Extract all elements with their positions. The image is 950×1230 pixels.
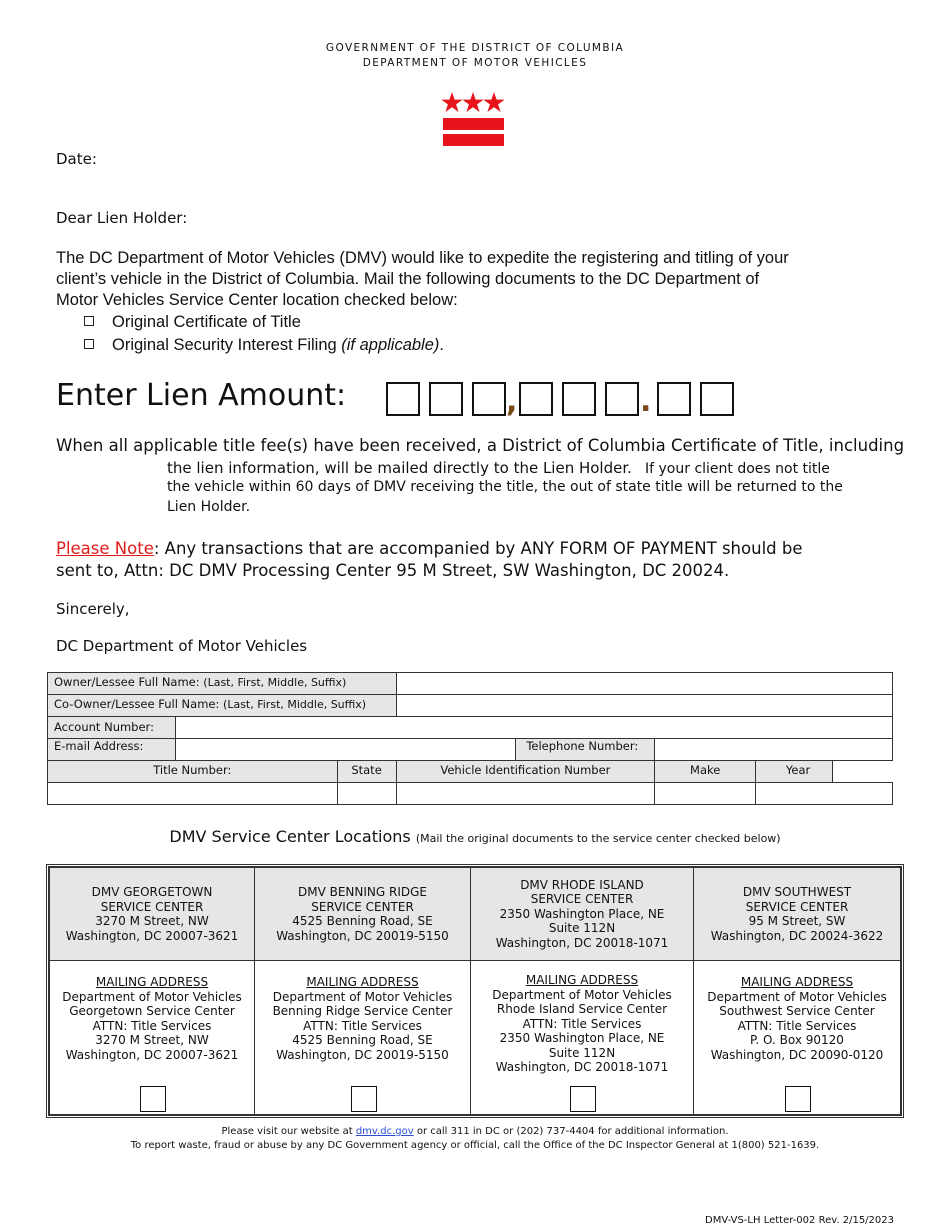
salutation: Dear Lien Holder: — [56, 209, 188, 227]
mailing-georgetown: MAILING ADDRESS Department of Motor Vehicles Georgetown Service Center ATTN: Title Services 3270 M Street, NW Washington, DC 20007-3621 — [50, 961, 255, 1115]
footer-fraud-line: To report waste, fraud or abuse by any DC Government agency or official, call the Office of the DC Inspector General at 1(800) 521-1639. — [130, 1140, 820, 1151]
lien-digit-box[interactable] — [472, 382, 506, 416]
coowner-name-field[interactable] — [396, 695, 892, 717]
mailing-southwest: MAILING ADDRESS Department of Motor Vehicles Southwest Service Center ATTN: Title Services P. O. Box 90120 Washington, DC 20090-0120 — [694, 961, 901, 1115]
title-number-header: Title Number: — [48, 761, 338, 783]
account-number-field[interactable] — [175, 717, 892, 739]
telephone-field[interactable] — [655, 739, 893, 761]
intro-line-1: The DC Department of Motor Vehicles (DMV) would like to expedite the registering and titling of your — [56, 249, 789, 267]
checkbox-bullet[interactable] — [84, 316, 94, 326]
intro-paragraph — [56, 248, 906, 311]
owner-name-field[interactable] — [396, 673, 892, 695]
dc-flag-logo — [441, 92, 505, 148]
select-southwest-checkbox[interactable] — [785, 1086, 811, 1112]
lien-digit-box[interactable] — [519, 382, 553, 416]
checklist-item: Original Certificate of Title — [84, 312, 444, 333]
service-center-table — [46, 864, 904, 1118]
center-georgetown: DMV GEORGETOWN SERVICE CENTER 3270 M Street, NW Washington, DC 20007-3621 — [50, 868, 255, 961]
checklist-item: Original Security Interest Filing (if applicable). — [84, 335, 444, 356]
mailing-rhode-island: MAILING ADDRESS Department of Motor Vehicles Rhode Island Service Center ATTN: Title Services 2350 Washington Place, NE Suite 112N Washington, DC 20018-1071 — [471, 961, 694, 1115]
lien-digit-box[interactable] — [657, 382, 691, 416]
form-revision: DMV-VS-LH Letter-002 Rev. 2/15/2023 — [705, 1215, 894, 1226]
title-paragraph-line-1: When all applicable title fee(s) have been received, a District of Columbia Certificate of Title, including — [56, 436, 905, 455]
center-benning-ridge: DMV BENNING RIDGE SERVICE CENTER 4525 Benning Road, SE Washington, DC 20019-5150 — [255, 868, 471, 961]
center-rhode-island: DMV RHODE ISLAND SERVICE CENTER 2350 Washington Place, NE Suite 112N Washington, DC 20018-1071 — [471, 868, 694, 961]
center-southwest: DMV SOUTHWEST SERVICE CENTER 95 M Street, SW Washington, DC 20024-3622 — [694, 868, 901, 961]
year-header: Year — [756, 761, 833, 783]
lien-comma: , — [506, 384, 518, 419]
flag-bar-top — [443, 118, 504, 130]
lien-digit-box[interactable] — [700, 382, 734, 416]
state-header: State — [337, 761, 396, 783]
year-field[interactable] — [756, 783, 893, 805]
intro-line-2: client’s vehicle in the District of Columbia. Mail the following documents to the DC Department of — [56, 270, 760, 288]
date-label: Date: — [56, 150, 97, 168]
lien-digit-box[interactable] — [605, 382, 639, 416]
footer-website-line: Please visit our website at dmv.dc.gov or call 311 in DC or (202) 737-4404 for additional information. — [221, 1126, 729, 1137]
checkbox-bullet[interactable] — [84, 339, 94, 349]
closing: Sincerely, — [56, 600, 130, 618]
dmv-website-link[interactable]: dmv.dc.gov — [355, 1126, 414, 1137]
please-note-label: Please Note — [56, 539, 154, 558]
lien-digit-box[interactable] — [386, 382, 420, 416]
telephone-label: Telephone Number: — [516, 739, 655, 761]
select-georgetown-checkbox[interactable] — [140, 1086, 166, 1112]
agency-line-2: DEPARTMENT OF MOTOR VEHICLES — [362, 57, 588, 69]
make-header: Make — [655, 761, 756, 783]
title-number-field[interactable] — [48, 783, 338, 805]
select-benning-ridge-checkbox[interactable] — [351, 1086, 377, 1112]
payment-note-line-2: sent to, Attn: DC DMV Processing Center 95 M Street, SW Washington, DC 20024. — [56, 561, 730, 580]
agency-line-1: GOVERNMENT OF THE DISTRICT OF COLUMBIA — [325, 42, 625, 54]
flag-bar-bottom — [443, 134, 504, 146]
lien-digit-box[interactable] — [429, 382, 463, 416]
vin-field[interactable] — [396, 783, 655, 805]
make-field[interactable] — [655, 783, 756, 805]
email-label: E-mail Address: — [48, 739, 176, 761]
document-checklist — [84, 312, 444, 356]
title-paragraph-line-3: the vehicle within 60 days of DMV receiving the title, the out of state title will be returned to the — [167, 479, 843, 495]
payment-note-line-1: Please Note: Any transactions that are accompanied by ANY FORM OF PAYMENT should be — [56, 539, 803, 558]
lien-decimal-point: . — [640, 384, 652, 419]
title-paragraph-line-4: Lien Holder. — [167, 499, 251, 515]
select-rhode-island-checkbox[interactable] — [570, 1086, 596, 1112]
title-paragraph-line-2: the lien information, will be mailed directly to the Lien Holder. If your client does not title — [167, 459, 830, 477]
owner-name-label: Owner/Lessee Full Name: (Last, First, Middle, Suffix) — [48, 673, 397, 695]
locations-heading: DMV Service Center Locations (Mail the original documents to the service center checked below) — [169, 827, 781, 846]
account-number-label: Account Number: — [48, 717, 176, 739]
email-field[interactable] — [175, 739, 515, 761]
lien-digit-box[interactable] — [562, 382, 596, 416]
lien-amount-label: Enter Lien Amount: — [56, 378, 347, 413]
intro-line-3: Motor Vehicles Service Center location checked below: — [56, 291, 458, 309]
signature: DC Department of Motor Vehicles — [56, 637, 308, 655]
flag-stars — [441, 92, 504, 112]
vin-header: Vehicle Identification Number — [396, 761, 655, 783]
mailing-benning-ridge: MAILING ADDRESS Department of Motor Vehicles Benning Ridge Service Center ATTN: Title Services 4525 Benning Road, SE Washington, DC 20019-5150 — [255, 961, 471, 1115]
owner-info-form — [47, 672, 893, 805]
state-field[interactable] — [337, 783, 396, 805]
coowner-name-label: Co-Owner/Lessee Full Name: (Last, First, Middle, Suffix) — [48, 695, 397, 717]
